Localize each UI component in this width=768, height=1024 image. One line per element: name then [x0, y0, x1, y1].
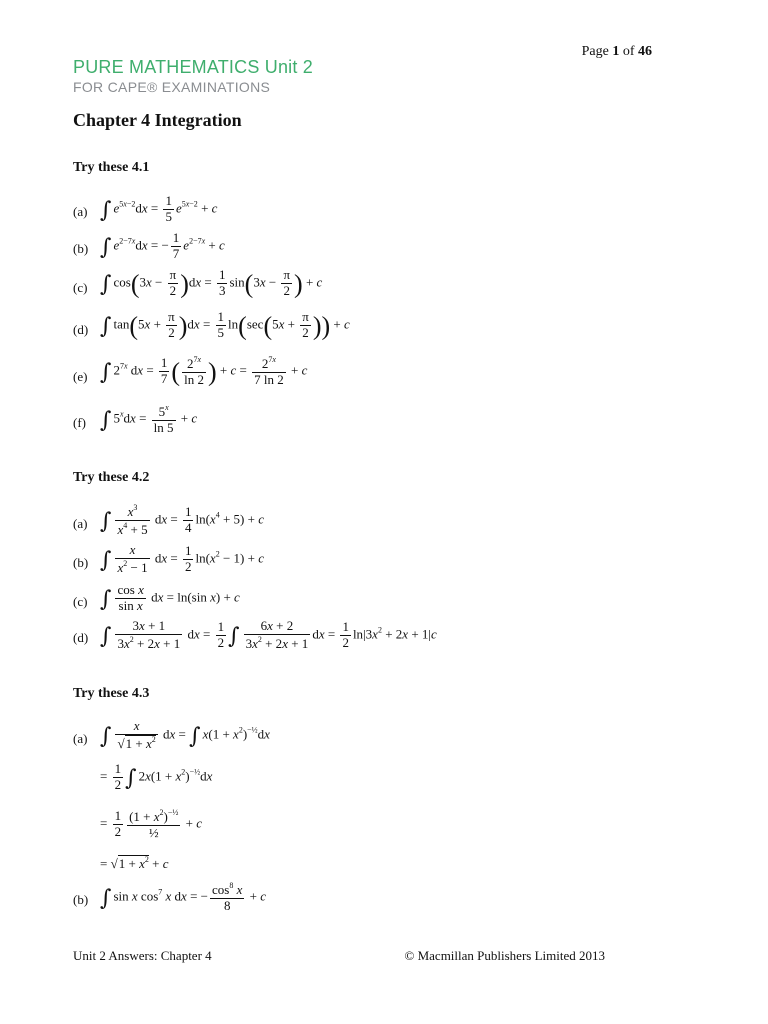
item-label: (a)	[73, 204, 88, 219]
section-heading-4-3: Try these 4.3	[73, 686, 150, 701]
item-label: (a)	[73, 516, 88, 531]
equation-4-3-a-line4: = $√1 + x^2 + c$	[100, 855, 169, 871]
equation-4-3-a-line3: = $\frac{1}{2}$ $\frac{(1 + x^2)^{-\frac{1}{2}}}{\text{½}}$ + c	[100, 808, 203, 840]
footer-copyright: © Macmillan Publishers Limited 2013	[404, 948, 605, 963]
equation-4-3-b: ∫ sin x $\cos^7 x$ dx = − $\frac{\cos^8 x}{8}$ + c	[100, 881, 266, 913]
item-label: (f)	[73, 415, 86, 430]
equation-4-2-c: ∫ $\frac{\text{cos x}}{\text{sin x}}$ dx = ln(sin x) + c	[100, 582, 240, 613]
equation-4-1-d: ∫ tan(5x + $\frac{\pi}{2}$ )dx = $\frac{1}{5}$ ln(sec(5x + $\frac{\pi}{2}$ )) + c	[100, 309, 350, 341]
brand-subtitle: FOR CAPE® EXAMINATIONS	[73, 79, 271, 95]
item-label: (b)	[73, 892, 89, 907]
equation-4-2-a: ∫ $\frac{x^3}{x^4 + 5}$ dx = $\frac{1}{4}$ $\ln(x^4 + 5) + c$	[100, 503, 264, 537]
item-label: (b)	[73, 555, 89, 570]
item-label: (d)	[73, 630, 89, 645]
item-label: (c)	[73, 280, 88, 295]
footer-chapter: Unit 2 Answers: Chapter 4	[73, 948, 212, 963]
equation-4-1-b: ∫ $e^{2-7x}dx$ = − $\frac{1}{7}$ $e^{2-7x} + c$	[100, 230, 225, 261]
equation-4-1-f: ∫ $5^xdx$ = $\frac{5^x}{\ln 5}$ + c	[100, 403, 198, 435]
equation-4-1-a: ∫ $e^{5x-2}dx$ = $\frac{1}{5}$ $e^{5x-2} + c$	[100, 193, 218, 224]
equation-4-1-c: ∫ cos(3x − $\frac{\pi}{2}$ )dx = $\frac{1}{3}$ sin(3x − $\frac{\pi}{2}$ ) + c	[100, 267, 323, 299]
equation-4-3-a-line1: ∫ $\frac{x}{√1 + x^2}$ dx = ∫ $x(1 + x^2)^{-\frac{1}{2}}dx$	[100, 718, 270, 751]
item-label: (d)	[73, 322, 89, 337]
page-number: Page 1 of 46	[581, 44, 652, 59]
equation-4-2-d: ∫ $\frac{3x + 1}{3x^2 + 2x + 1}$ dx = $\frac{1}{2}$ ∫ $\frac{6x + 2}{3x^2 + 2x + 1}$ dx = $\frac{1}{2}$ $\ln|3x^2 + 2x + 1|c$	[100, 618, 437, 651]
item-label: (a)	[73, 731, 88, 746]
brand-title: PURE MATHEMATICS Unit 2	[73, 57, 313, 77]
equation-4-3-a-line2: = $\frac{1}{2}$ ∫ $2x(1 + x^2)^{-\frac{1}{2}}dx$	[100, 761, 213, 792]
item-label: (b)	[73, 241, 89, 256]
section-heading-4-1: Try these 4.1	[73, 160, 150, 175]
section-heading-4-2: Try these 4.2	[73, 470, 150, 485]
item-label: (c)	[73, 594, 88, 609]
item-label: (e)	[73, 369, 88, 384]
equation-4-1-e: ∫ $2^{7x}$ dx = $\frac{1}{7}$ ( $\frac{2^{7x}}{\ln 2}$ ) + c = $\frac{2^{7x}}{7 \ln 2}$ + c	[100, 355, 308, 387]
chapter-title: Chapter 4 Integration	[73, 110, 242, 130]
equation-4-2-b: ∫ $\frac{x}{x^2 - 1}$ dx = $\frac{1}{2}$ $\ln(x^2 - 1) + c$	[100, 542, 264, 575]
